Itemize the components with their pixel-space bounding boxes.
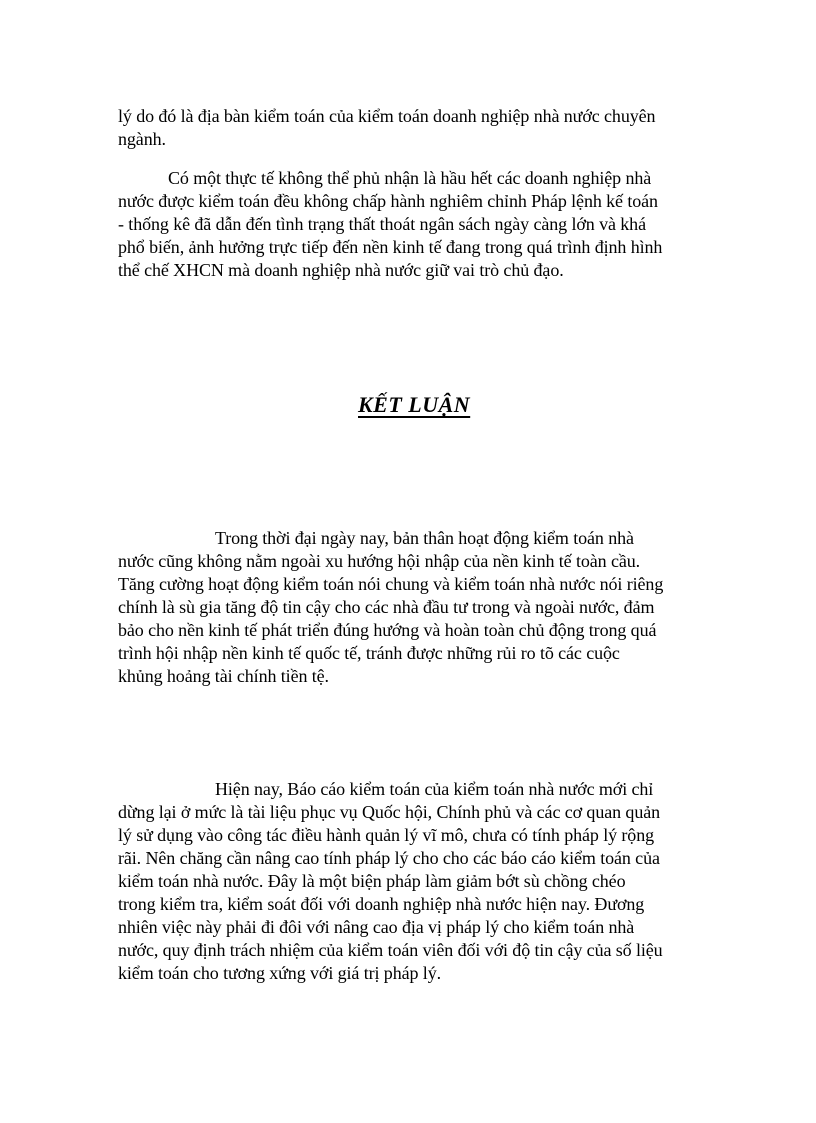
section-heading: KẾT LUẬN [358, 392, 471, 417]
text-line: ngành. [118, 129, 166, 149]
text-line: khủng hoảng tài chính tiền tệ. [118, 666, 329, 686]
text-line: Hiện nay, Báo cáo kiểm toán của kiểm toán nhà nước mới chỉ [215, 779, 654, 799]
text-line: nước được kiểm toán đều không chấp hành nghiêm chỉnh Pháp lệnh kế toán [118, 191, 658, 211]
text-line: phổ biến, ảnh hưởng trực tiếp đến nền kinh tế đang trong quá trình định hình [118, 237, 663, 257]
text-line: bảo cho nền kinh tế phát triển đúng hướng và hoàn toàn chủ động trong quá [118, 620, 657, 640]
text-line: kiểm toán nhà nước. Đây là một biện pháp làm giảm bớt sù chồng chéo [118, 871, 626, 891]
text-line: Trong thời đại ngày nay, bản thân hoạt động kiểm toán nhà [215, 528, 634, 548]
text-line: rãi. Nên chăng cần nâng cao tính pháp lý cho cho các báo cáo kiểm toán của [118, 848, 660, 868]
text-line: dừng lại ở mức là tài liệu phục vụ Quốc hội, Chính phủ và các cơ quan quản [118, 802, 661, 822]
text-line: nước, quy định trách nhiệm của kiểm toán viên đối với độ tin cậy của số liệu [118, 940, 663, 960]
text-line: Tăng cường hoạt động kiểm toán nói chung và kiểm toán nhà nước nói riêng [118, 574, 664, 594]
text-line: lý do đó là địa bàn kiểm toán của kiểm toán doanh nghiệp nhà nước chuyên [118, 106, 656, 126]
text-line: kiểm toán cho tương xứng với giá trị pháp lý. [118, 963, 441, 983]
text-line: nhiên việc này phải đi đôi với nâng cao địa vị pháp lý cho kiểm toán nhà [118, 917, 635, 937]
text-line: - thống kê đã dẫn đến tình trạng thất thoát ngân sách ngày càng lớn và khá [118, 214, 646, 234]
text-line: nước cũng không nằm ngoài xu hướng hội nhập của nền kinh tế toàn cầu. [118, 551, 641, 571]
text-line: Có một thực tế không thể phủ nhận là hầu hết các doanh nghiệp nhà [168, 168, 652, 188]
text-line: trình hội nhập nền kinh tế quốc tế, tránh được những rủi ro tõ các cuộc [118, 643, 620, 663]
text-line: chính là sù gia tăng độ tin cậy cho các nhà đầu tư trong và ngoài nước, đảm [118, 597, 655, 617]
text-line: lý sử dụng vào công tác điều hành quản lý vĩ mô, chưa có tính pháp lý rộng [118, 825, 655, 845]
text-line: trong kiểm tra, kiểm soát đối với doanh nghiệp nhà nước hiện nay. Đương [118, 894, 645, 914]
text-line: thể chế XHCN mà doanh nghiệp nhà nước giữ vai trò chủ đạo. [118, 260, 564, 280]
